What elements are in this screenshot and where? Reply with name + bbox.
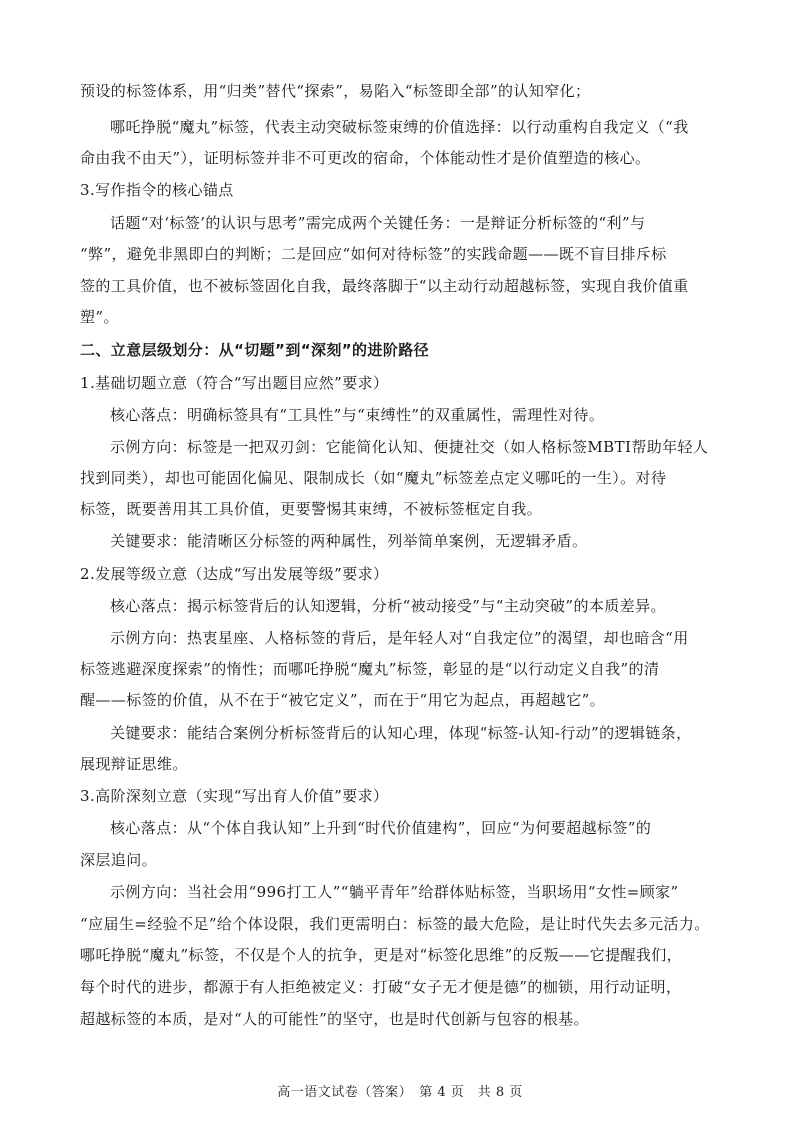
text-line: 哪吒挣脱“魔丸”标签，不仅是个人的抗争，更是对“标签化思维”的反叛——它提醒我们， [80, 946, 683, 964]
text-line: 塑”。 [80, 308, 119, 326]
text-line: 签的工具价值，也不被标签固化自我，最终落脚于“以主动行动超越标签，实现自我价值重 [80, 277, 689, 295]
text-line: 话题“对‘标签’的认识与思考”需完成两个关键任务：一是辩证分析标签的“利”与 [110, 214, 646, 232]
page-footer: 高一语文试卷（答案） 第 4 页 共 8 页 [277, 1085, 523, 1100]
text-line: 示例方向：当社会用“996打工人”“躺平青年”给群体贴标签，当职场用“女性=顾家” [110, 883, 679, 901]
text-line: 标签，既要善用其工具价值，更要警惕其束缚，不被标签框定自我。 [80, 500, 543, 518]
text-line: 示例方向：标签是一把双刃剑：它能简化认知、便捷社交（如人格标签MBTI帮助年轻人 [110, 438, 709, 456]
text-line: “应届生=经验不足”给个体设限，我们更需明白：标签的最大危险，是让时代失去多元活力。 [80, 915, 710, 933]
text-line: 展现辩证思维。 [80, 755, 188, 773]
text-line: 核心落点：揭示标签背后的认知逻辑，分析“被动接受”与“主动突破”的本质差异。 [110, 597, 666, 615]
section-heading: 2.发展等级立意（达成“写出发展等级”要求） [80, 565, 389, 583]
text-line: 找到同类），却也可能固化偏见、限制成长（如“魔丸”标签差点定义哪吒的一生）。对待 [80, 469, 667, 487]
text-line: “弊”，避免非黑即白的判断；二是回应“如何对待标签”的实践命题——既不盲目排斥标 [80, 245, 667, 263]
text-line: 深层追问。 [80, 851, 158, 869]
section-heading: 1.基础切题立意（符合“写出题目应然”要求） [80, 374, 389, 392]
text-line: 核心落点：明确标签具有“工具性”与“束缚性”的双重属性，需理性对待。 [110, 406, 605, 424]
text-line: 超越标签的本质，是对“人的可能性”的坚守，也是时代创新与包容的根基。 [80, 1010, 589, 1028]
text-line: 核心落点：从“个体自我认知”上升到“时代价值建构”，回应“为何要超越标签”的 [110, 819, 652, 837]
text-line: 标签逃避深度探索”的惰性；而哪吒挣脱“魔丸”标签，彰显的是“以行动定义自我”的清 [80, 660, 660, 678]
text-line: 关键要求：能清晰区分标签的两种属性，列举简单案例，无逻辑矛盾。 [110, 532, 588, 550]
text-line: 关键要求：能结合案例分析标签背后的认知心理，体现“标签-认知-行动”的逻辑链条， [110, 724, 692, 742]
text-line: 每个时代的进步，都源于有人拒绝被定义：打破“女子无才便是德”的枷锁，用行动证明， [80, 978, 682, 996]
text-line: 哪吒挣脱“魔丸”标签，代表主动突破标签束缚的价值选择：以行动重构自我定义（“我 [110, 118, 689, 136]
text-line: 醒——标签的价值，从不在于“被它定义”，而在于“用它为起点，再超越它”。 [80, 691, 606, 709]
text-line: 命由我不由天”），证明标签并非不可更改的宿命，个体能动性才是价值塑造的核心。 [80, 149, 651, 167]
text-line: 预设的标签体系，用“归类”替代“探索”，易陷入“标签即全部”的认知窄化； [80, 82, 591, 100]
text-line: 示例方向：热衷星座、人格标签的背后，是年轻人对“自我定位”的渴望，却也暗含“用 [110, 629, 689, 647]
section-heading: 3.写作指令的核心锚点 [80, 181, 234, 199]
chapter-heading: 二、立意层级划分：从“切题”到“深刻”的进阶路径 [80, 341, 430, 359]
section-heading: 3.高阶深刻立意（实现“写出育人价值”要求） [80, 787, 389, 805]
